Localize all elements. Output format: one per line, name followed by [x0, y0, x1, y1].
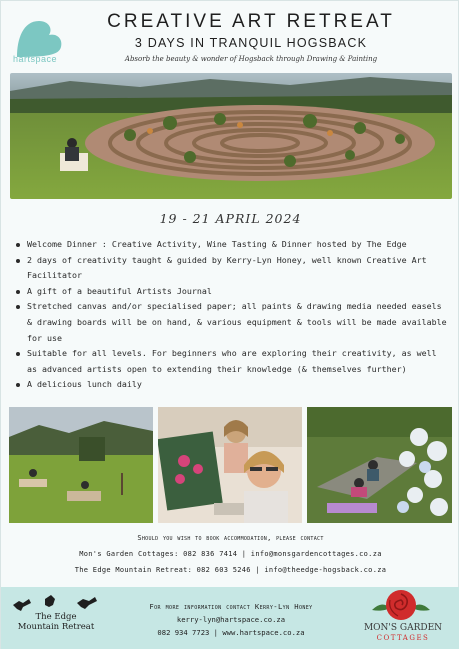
rose-icon — [366, 588, 436, 622]
feature-list — [15, 237, 449, 393]
list-item: Stretched canvas and/or specialised paper; all paints & drawing media needed easels & drawing boards will be on hand, & various equipment & tools will be made available for use — [15, 299, 449, 346]
event-dates: 19 - 21 APRIL 2024 — [159, 211, 302, 226]
tagline: Absorb the beauty & wonder of Hogsback through Drawing & Painting — [124, 55, 378, 63]
booking-intro: Should you wish to book accommodation, please contact — [137, 534, 324, 542]
list-item: A gift of a beautiful Artists Journal — [15, 284, 449, 300]
artists-with-painting-photo — [158, 407, 302, 523]
list-item: Suitable for all levels. For beginners who are exploring their creativity, as well as advanced artists open to extending their knowledge (& themselves further) — [15, 346, 449, 377]
logo-text: hartspace — [13, 54, 58, 64]
list-item: Welcome Dinner : Creative Activity, Wine Tasting & Dinner hosted by The Edge — [15, 237, 449, 253]
email-link[interactable]: kerry-lyn@hartspace.co.za — [176, 615, 286, 624]
labyrinth-photo — [10, 73, 452, 199]
more-info-line: For more information contact Kerry-Lyn Honey — [149, 602, 313, 611]
edge-contact-line[interactable]: The Edge Mountain Retreat: 082 603 5246 | info@theedge-hogsback.co.za — [74, 566, 387, 574]
list-item: 2 days of creativity taught & guided by Kerry-Lyn Honey, well known Creative Art Facilitator — [15, 253, 449, 284]
edge-retreat-name: The Edge Mountain Retreat — [17, 612, 95, 632]
outdoor-painting-photo — [9, 407, 153, 523]
list-item: A delicious lunch daily — [15, 377, 449, 393]
phone-web-line[interactable]: 082 934 7723 | www.hartspace.co.za — [157, 628, 305, 637]
garden-painting-photo — [307, 407, 452, 523]
mons-garden-name: MON'S GARDEN — [363, 623, 443, 633]
mons-contact-line[interactable]: Mon's Garden Cottages: 082 836 7414 | info@monsgardencottages.co.za — [79, 550, 382, 558]
page-subtitle: 3 DAYS IN TRANQUIL HOGSBACK — [134, 36, 368, 50]
mons-garden-sub: COTTAGES — [376, 634, 430, 642]
page-title: CREATIVE ART RETREAT — [107, 11, 395, 32]
